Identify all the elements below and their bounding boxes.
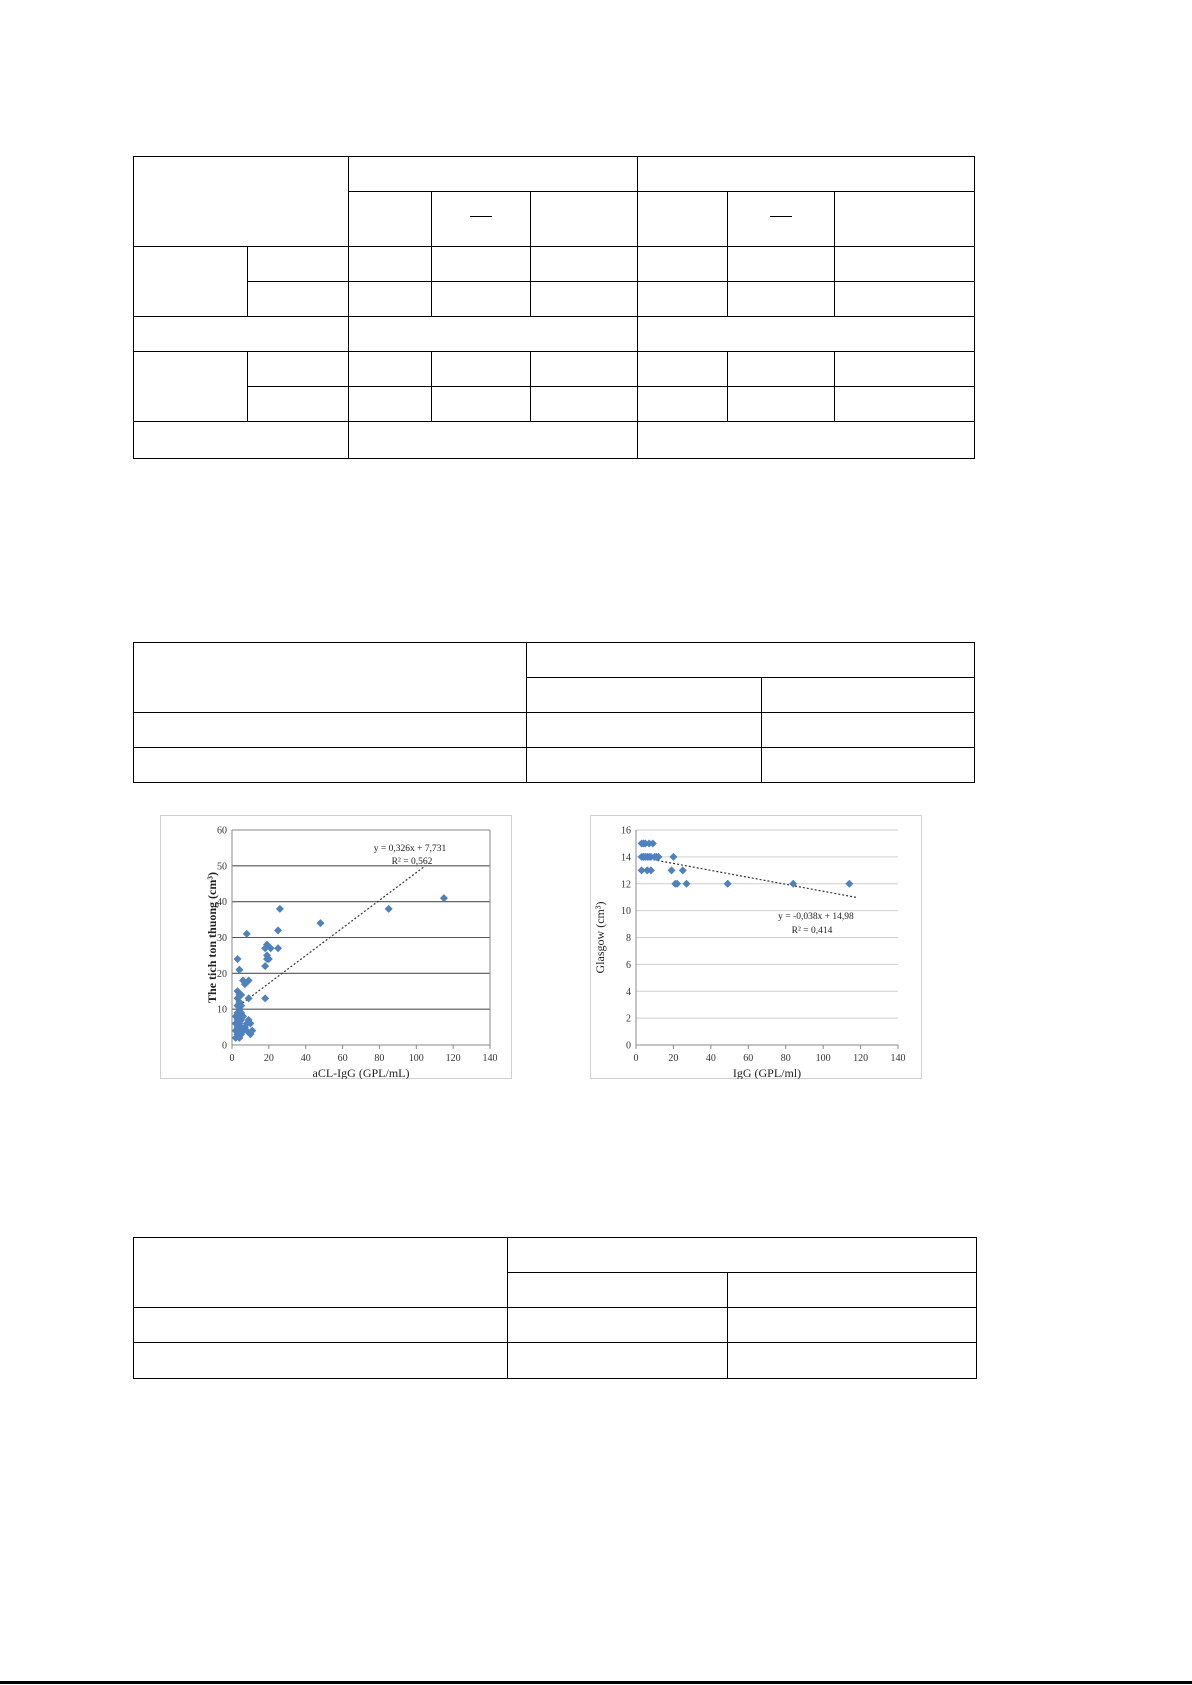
table1-group-label-2 <box>134 352 248 422</box>
table1-cell <box>728 282 835 317</box>
x-tick-label: 20 <box>668 1053 679 1064</box>
table1-group-header-a <box>349 157 638 192</box>
table2-cell <box>527 713 762 748</box>
y-tick-label: 0 <box>626 1040 631 1052</box>
trendline-equation: y = -0,038x + 14,98 <box>778 912 854 922</box>
table-2 <box>133 642 975 783</box>
y-tick-label: 50 <box>217 861 227 873</box>
y-tick-label: 4 <box>626 986 631 998</box>
table1-pvalue-b <box>638 317 975 352</box>
table2-row-label <box>134 713 527 748</box>
table1-cell <box>835 282 975 317</box>
table1-cell <box>349 352 432 387</box>
table3-cell <box>728 1343 977 1379</box>
table1-cell <box>349 387 432 422</box>
table1-cell <box>638 352 728 387</box>
table2-cell <box>527 748 762 783</box>
table1-cell <box>432 352 531 387</box>
mean-bar-symbol <box>770 216 792 217</box>
table3-cell <box>508 1343 728 1379</box>
table3-subheader-1 <box>508 1273 728 1308</box>
x-tick-label: 100 <box>408 1053 424 1064</box>
x-tick-label: 80 <box>780 1053 791 1064</box>
table1-subheader-a2-mean <box>432 192 531 247</box>
table3-row-label <box>134 1308 508 1343</box>
table1-cell <box>432 247 531 282</box>
table1-cell <box>835 352 975 387</box>
trendline-r2: R² = 0,414 <box>791 926 833 936</box>
table1-cell <box>349 247 432 282</box>
table2-subheader-1 <box>527 678 762 713</box>
table1-cell <box>638 247 728 282</box>
y-tick-label: 0 <box>222 1040 227 1052</box>
table1-subheader-b1 <box>638 192 728 247</box>
y-tick-label: 8 <box>626 933 631 944</box>
table1-cell <box>432 387 531 422</box>
y-tick-label: 12 <box>621 879 631 891</box>
table1-cell <box>531 282 638 317</box>
x-tick-label: 60 <box>743 1053 754 1064</box>
page-bottom-border <box>0 1681 1192 1684</box>
table1-cell <box>531 387 638 422</box>
table1-cell <box>728 387 835 422</box>
scatter-chart-lesion-volume <box>160 815 512 1079</box>
table3-subheader-2 <box>728 1273 977 1308</box>
y-tick-label: 20 <box>217 968 227 980</box>
table1-cell <box>638 387 728 422</box>
x-tick-label: 20 <box>263 1053 274 1064</box>
table1-cell <box>835 387 975 422</box>
y-tick-label: 40 <box>217 897 227 909</box>
table1-subheader-b3 <box>835 192 975 247</box>
x-axis-title: aCL-IgG (GPL/mL) <box>312 1066 410 1079</box>
table1-pvalue-a <box>349 422 638 459</box>
x-tick-label: 140 <box>890 1053 906 1064</box>
x-tick-label: 60 <box>337 1053 348 1064</box>
scatter-chart-glasgow <box>590 815 922 1079</box>
table1-subheader-b2-mean <box>728 192 835 247</box>
table1-cell <box>728 247 835 282</box>
table3-corner-header <box>134 1238 508 1308</box>
table-1 <box>133 156 975 459</box>
table1-pvalue-label <box>134 422 349 459</box>
table1-corner-header <box>134 157 349 247</box>
table1-pvalue-b <box>638 422 975 459</box>
y-tick-label: 10 <box>217 1004 227 1016</box>
y-tick-label: 30 <box>217 933 227 944</box>
y-tick-label: 2 <box>626 1013 631 1025</box>
table1-cell <box>432 282 531 317</box>
table3-cell <box>728 1308 977 1343</box>
table1-group-header-b <box>638 157 975 192</box>
x-tick-label: 40 <box>705 1053 716 1064</box>
y-tick-label: 14 <box>621 852 631 864</box>
table1-cell <box>248 352 349 387</box>
x-tick-label: 0 <box>229 1053 235 1064</box>
table1-pvalue-label <box>134 317 349 352</box>
table2-corner-header <box>134 643 527 713</box>
y-tick-label: 10 <box>621 906 631 918</box>
trendline-equation: y = 0,326x + 7,731 <box>373 844 447 854</box>
table2-cell <box>762 748 975 783</box>
table1-cell <box>349 282 432 317</box>
x-tick-label: 140 <box>482 1053 498 1064</box>
chart2-svg <box>590 815 922 1079</box>
table1-cell <box>531 352 638 387</box>
table1-subheader-a1 <box>349 192 432 247</box>
table1-cell <box>248 387 349 422</box>
table2-row-label <box>134 748 527 783</box>
table3-row-label <box>134 1343 508 1379</box>
y-tick-label: 6 <box>626 959 631 971</box>
x-tick-label: 80 <box>374 1053 385 1064</box>
chart1-svg <box>160 815 512 1079</box>
x-tick-label: 120 <box>853 1053 869 1064</box>
table3-group-header <box>508 1238 977 1273</box>
x-tick-label: 120 <box>445 1053 461 1064</box>
table1-cell <box>248 282 349 317</box>
table2-group-header <box>527 643 975 678</box>
table1-cell <box>835 247 975 282</box>
x-tick-label: 100 <box>815 1053 831 1064</box>
table1-cell <box>728 352 835 387</box>
y-tick-label: 60 <box>217 825 227 837</box>
y-axis-title: Glasgow (cm³) <box>593 901 607 974</box>
mean-bar-symbol <box>470 216 492 217</box>
table1-group-label-1 <box>134 247 248 317</box>
table1-cell <box>531 247 638 282</box>
x-tick-label: 40 <box>300 1053 311 1064</box>
table1-pvalue-a <box>349 317 638 352</box>
table3-cell <box>508 1308 728 1343</box>
table1-cell <box>248 247 349 282</box>
table-3 <box>133 1237 977 1379</box>
table1-subheader-a3 <box>531 192 638 247</box>
table2-cell <box>762 713 975 748</box>
y-tick-label: 16 <box>621 825 631 837</box>
table2-subheader-2 <box>762 678 975 713</box>
table1-cell <box>638 282 728 317</box>
trendline-r2: R² = 0,562 <box>391 857 433 867</box>
y-axis-title: The tich ton thuong (cm³) <box>205 872 219 1003</box>
x-tick-label: 0 <box>633 1053 639 1064</box>
x-axis-title: IgG (GPL/ml) <box>732 1066 802 1079</box>
